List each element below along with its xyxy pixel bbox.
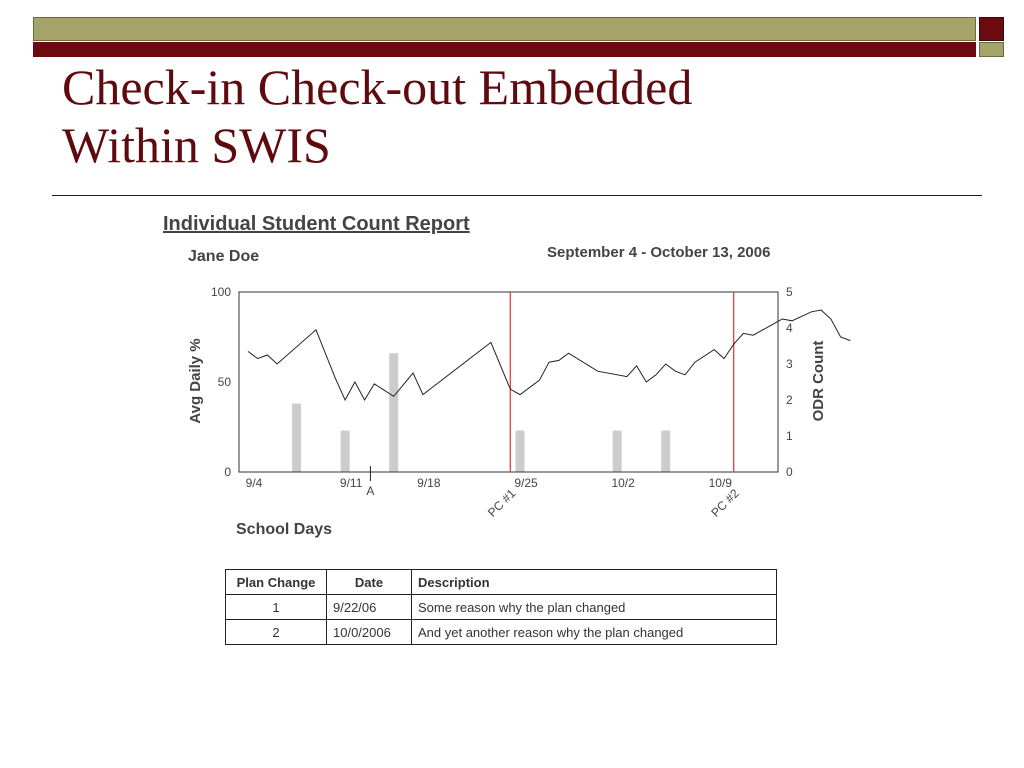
odr-bar [292,404,301,472]
odr-bars [292,353,670,472]
plot-frame [239,292,778,472]
plan-change-table [225,569,777,645]
y2-axis-label: ODR Count [810,340,827,422]
report-title: Individual Student Count Report [163,213,470,235]
odr-bar [661,431,670,472]
y-tick-label: 50 [217,375,231,389]
phase-label: PC #2 [708,486,742,520]
y2-tick-label: 2 [786,393,793,407]
table-header-row [226,570,777,595]
x-tick-label: 9/4 [245,476,263,490]
y-axis-label: Avg Daily % [187,338,204,424]
absent-label: A [366,484,375,498]
odr-bar [516,431,525,472]
x-tick-label: 9/18 [417,476,441,490]
cell-plan: 2 [226,620,327,645]
absent-marker [366,466,374,498]
cell-description: Some reason why the plan changed [412,595,777,620]
cell-plan: 1 [226,595,327,620]
y2-tick-label: 3 [786,357,793,371]
phase-label: PC #1 [484,486,519,520]
y2-tick-label: 1 [786,429,793,443]
x-tick-label: 9/11 [339,476,363,490]
x-tick-label: 10/2 [611,476,635,490]
header-description: Description [412,570,777,595]
date-range: September 4 - October 13, 2006 [547,244,771,261]
table-row [226,595,777,620]
cell-date: 10/0/2006 [327,620,412,645]
odr-bar [341,431,350,472]
slide-title-line1: Check-in Check-out Embedded [62,59,693,115]
table-row [226,620,777,645]
cell-date: 9/22/06 [327,595,412,620]
avg-daily-line [248,310,850,400]
slide-title-line2: Within SWIS [62,117,331,173]
y-tick-label: 100 [210,285,231,299]
y-tick-label: 0 [224,465,231,479]
x-tick-label: 9/25 [514,476,538,490]
header-date: Date [327,570,412,595]
odr-bar [389,353,398,472]
y2-tick-label: 4 [786,321,793,335]
cell-description: And yet another reason why the plan changed [412,620,777,645]
y2-tick-label: 5 [786,285,793,299]
header-plan-change: Plan Change [226,570,327,595]
x-axis-label: School Days [236,521,333,538]
y2-tick-label: 0 [786,465,793,479]
odr-bar [613,431,622,472]
x-tick-label: 10/9 [708,476,732,490]
student-name: Jane Doe [188,248,260,265]
